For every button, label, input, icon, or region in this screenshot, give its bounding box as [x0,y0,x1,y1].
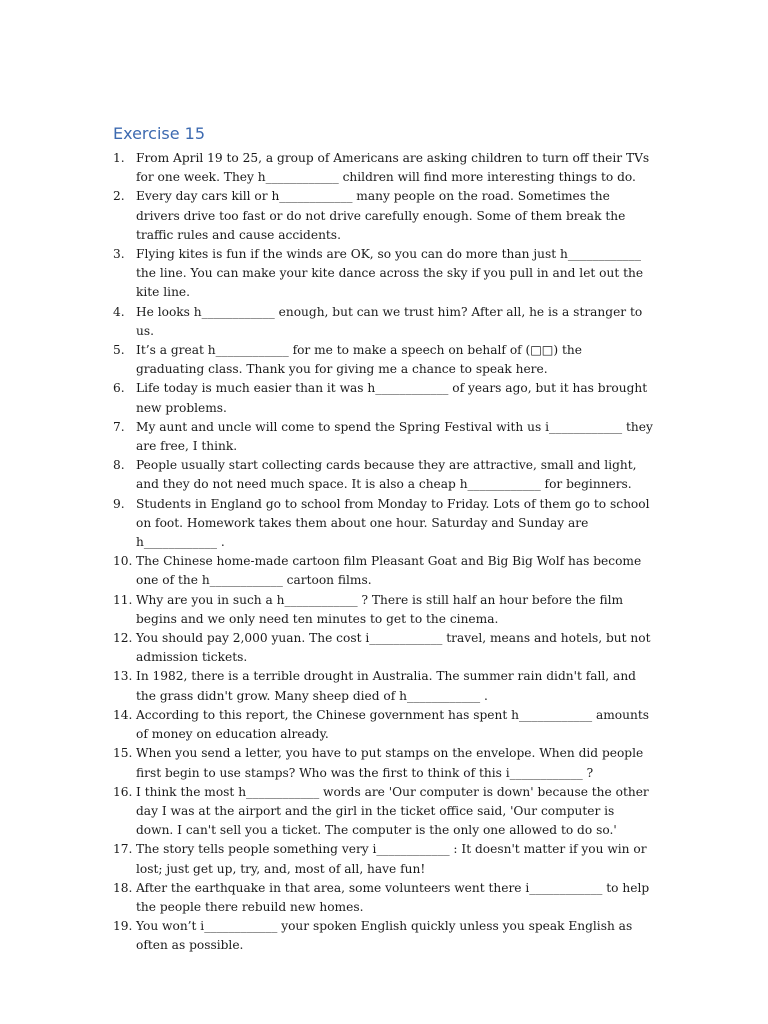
exercise-title: Exercise 15 [113,124,206,143]
item-text: Flying kites is fun if the winds are OK, so you can do more than just h____________ the line. You can make your kite dance across the sky if you pull in and let out the kite line. [136,247,644,300]
item-number: 6. [113,381,125,396]
list-item [113,591,653,629]
list-item [113,629,653,667]
exercise-list [113,149,653,956]
item-number: 2. [113,189,125,204]
list-item [113,187,653,245]
list-item [113,341,653,379]
item-text: He looks h____________ enough, but can we trust him? After all, he is a stranger to us. [136,304,643,338]
item-text: The story tells people something very i____________ : It doesn't matter if you win or lost; just get up, try, and, most of all, have fun! [136,842,647,876]
item-number: 19. [113,919,133,934]
item-text: When you send a letter, you have to put stamps on the envelope. When did people first begin to use stamps? Who was the first to think of this i____________ ? [136,746,644,780]
list-item [113,706,653,744]
list-item [113,149,653,187]
list-item [113,879,653,917]
item-number: 13. [113,669,133,684]
list-item [113,495,653,553]
item-number: 5. [113,343,125,358]
item-text: I think the most h____________ words are 'Our computer is down' because the other day I was at the airport and the girl in the ticket office said, 'Our computer is down. I can't sell you a ticket. The computer is the only one allowed to do so.' [136,784,649,838]
list-item [113,303,653,341]
item-number: 8. [113,458,125,473]
item-text: You won’t i____________ your spoken English quickly unless you speak English as often as possible. [136,919,633,953]
item-number: 3. [113,247,125,262]
item-number: 16. [113,784,133,799]
item-text: People usually start collecting cards because they are attractive, small and light, and they do not need much space. It is also a cheap h____________ for beginners. [136,458,637,492]
item-number: 14. [113,707,133,722]
item-text: You should pay 2,000 yuan. The cost i____________ travel, means and hotels, but not admission tickets. [136,631,651,665]
item-number: 9. [113,496,125,511]
item-number: 4. [113,304,125,319]
item-text: In 1982, there is a terrible drought in Australia. The summer rain didn't fall, and the grass didn't grow. Many sheep died of h____________ . [136,669,636,703]
item-number: 10. [113,554,133,569]
item-text: Every day cars kill or h____________ many people on the road. Sometimes the drivers drive too fast or do not drive carefully enough. Some of them break the traffic rules and cause accidents. [136,189,626,242]
item-text: It’s a great h____________ for me to make a speech on behalf of (□□) the graduating class. Thank you for giving me a chance to speak here. [136,343,582,377]
list-item [113,418,653,456]
list-item [113,379,653,417]
item-text: After the earthquake in that area, some volunteers went there i____________ to help the people there rebuild new homes. [136,880,650,914]
item-number: 18. [113,880,133,895]
item-number: 17. [113,842,133,857]
list-item [113,552,653,590]
item-number: 15. [113,746,133,761]
item-number: 12. [113,631,133,646]
item-text: My aunt and uncle will come to spend the Spring Festival with us i____________ they are free, I think. [136,419,653,454]
item-text: From April 19 to 25, a group of Americans are asking children to turn off their TVs for one week. They h____________ children will find more interesting things to do. [136,151,650,185]
item-text: According to this report, the Chinese government has spent h____________ amounts of money on education already. [136,707,649,742]
list-item [113,783,653,841]
list-item [113,840,653,878]
item-number: 7. [113,419,125,434]
list-item [113,245,653,303]
item-text: Life today is much easier than it was h____________ of years ago, but it has brought new problems. [136,381,648,415]
item-text: The Chinese home-made cartoon film Pleasant Goat and Big Big Wolf has become one of the h____________ cartoon films. [136,554,642,588]
item-number: 11. [113,592,133,607]
list-item [113,456,653,494]
item-text: Students in England go to school from Monday to Friday. Lots of them go to school on foot. Homework takes them about one hour. Saturday and Sunday are h____________ . [136,496,650,550]
item-number: 1. [113,151,125,165]
list-item [113,744,653,782]
item-text: Why are you in such a h____________ ? There is still half an hour before the film begins and we only need ten minutes to get to the cinema. [136,592,624,626]
list-item [113,667,653,705]
list-item [113,917,653,955]
